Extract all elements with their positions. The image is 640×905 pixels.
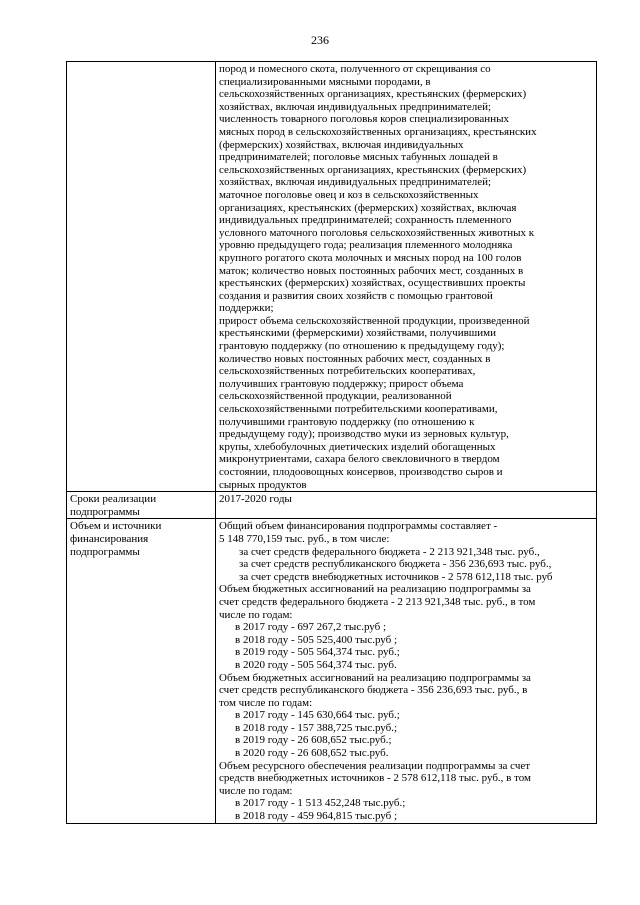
row-label-line: финансирования bbox=[70, 532, 149, 545]
content-line: пород и помесного скота, полученного от скрещивания со bbox=[219, 63, 491, 75]
content-line: поддержки; bbox=[219, 302, 274, 315]
content-line: за счет средств федерального бюджета - 2 213 921,348 тыс. руб., bbox=[239, 545, 540, 558]
content-line: числе по годам: bbox=[219, 784, 293, 797]
content-line: получивших грантовую поддержку; прирост объема bbox=[219, 377, 464, 390]
content-line: в 2018 году - 459 964,815 тыс.руб ; bbox=[235, 810, 398, 823]
content-line: крупного рогатого скота молочных и мясных пород на 100 голов bbox=[219, 251, 522, 264]
row-label-cell bbox=[67, 62, 216, 492]
content-line: организациях, крестьянских (фермерских) хозяйствах, включая bbox=[219, 201, 517, 214]
content-line: предпринимателей; поголовье мясных табунных лошадей в bbox=[219, 151, 498, 164]
content-line: в 2019 году - 505 564,374 тыс. руб.; bbox=[235, 646, 400, 659]
content-line: средств внебюджетных источников - 2 578 612,118 тыс. руб., в том bbox=[219, 772, 532, 785]
content-line: счет средств федерального бюджета - 2 213 921,348 тыс. руб., в том bbox=[219, 595, 536, 608]
indicators-continued-row bbox=[67, 62, 597, 492]
content-line: маток; количество новых постоянных рабочих мест, созданных в bbox=[219, 264, 524, 277]
content-line: численность товарного поголовья коров специализированных bbox=[219, 113, 509, 126]
content-line: Объем бюджетных ассигнований на реализацию подпрограммы за bbox=[219, 583, 531, 596]
content-line: создания и развития своих хозяйств с помощью грантовой bbox=[219, 289, 493, 302]
content-line: сельскохозяйственных организациях, крестьянских (фермерских) bbox=[219, 88, 527, 101]
row-label-cell bbox=[67, 492, 216, 519]
content-line: том числе по годам: bbox=[219, 696, 313, 709]
content-line: 5 148 770,159 тыс. руб., в том числе: bbox=[219, 532, 390, 545]
content-line: мясных пород в сельскохозяйственных организациях, крестьянских bbox=[219, 125, 537, 138]
content-line: в 2017 году - 697 267,2 тыс.руб ; bbox=[235, 621, 387, 634]
row-content-cell bbox=[216, 519, 597, 823]
content-line: прирост объема сельскохозяйственной продукции, произведенной bbox=[219, 314, 530, 327]
page-number: 236 bbox=[311, 33, 329, 47]
row-label-line: подпрограммы bbox=[70, 545, 140, 558]
row-content-cell bbox=[216, 492, 597, 519]
funding-row bbox=[67, 519, 597, 823]
content-line: крупы, хлебобулочных диетических изделий обогащенных bbox=[219, 440, 496, 453]
content-line: маточное поголовье овец и коз в сельскохозяйственных bbox=[219, 188, 479, 201]
content-line: сельскохозяйственных организациях, крестьянских (фермерских) bbox=[219, 163, 527, 176]
content-line: (фермерских) хозяйствах, включая индивидуальных bbox=[219, 138, 464, 151]
content-line: 2017-2020 годы bbox=[219, 493, 292, 506]
content-line: в 2020 году - 26 608,652 тыс.руб. bbox=[235, 747, 389, 760]
content-line: Объем ресурсного обеспечения реализации подпрограммы за счет bbox=[219, 759, 531, 772]
content-line: состоянии, плодоовощных консервов, производство сыров и bbox=[219, 466, 503, 478]
row-label-line: Сроки реализации bbox=[70, 493, 157, 506]
content-line: в 2019 году - 26 608,652 тыс.руб.; bbox=[235, 734, 392, 747]
content-line: за счет средств республиканского бюджета - 356 236,693 тыс. руб., bbox=[239, 558, 552, 571]
content-line: уровню предыдущего года; реализация племенного молодняка bbox=[219, 239, 513, 252]
content-line: в 2020 году - 505 564,374 тыс. руб. bbox=[235, 658, 397, 671]
implementation-period-row bbox=[67, 492, 597, 519]
row-label-line: Объем и источники bbox=[70, 520, 162, 533]
content-line: сельскохозяйственной продукции, реализованной bbox=[219, 390, 452, 403]
content-line: в 2018 году - 505 525,400 тыс.руб ; bbox=[235, 633, 398, 646]
content-line: в 2018 году - 157 388,725 тыс.руб.; bbox=[235, 721, 398, 734]
subprogram-passport-table bbox=[66, 61, 597, 824]
content-line: хозяйствах, включая индивидуальных предпринимателей; bbox=[219, 176, 492, 189]
row-content-cell bbox=[216, 62, 597, 492]
content-line: количество новых постоянных рабочих мест, созданных в bbox=[219, 352, 491, 365]
content-line: сельскохозяйственными потребительскими кооперативами, bbox=[219, 403, 498, 416]
content-line: сырных продуктов bbox=[219, 478, 307, 491]
content-line: индивидуальных предпринимателей; сохранность племенного bbox=[219, 214, 512, 227]
content-line: специализированными мясными породами, в bbox=[219, 75, 431, 88]
content-line: Объем бюджетных ассигнований на реализацию подпрограммы за bbox=[219, 671, 531, 684]
content-line: крестьянских (фермерских) хозяйствах, осуществивших проекты bbox=[219, 277, 526, 290]
content-line: условного маточного поголовья сельскохозяйственных животных к bbox=[219, 226, 535, 239]
content-line: получившими грантовую поддержку (по отношению к bbox=[219, 415, 475, 428]
content-line: сельскохозяйственных потребительских кооперативах, bbox=[219, 365, 476, 378]
content-line: в 2017 году - 1 513 452,248 тыс.руб.; bbox=[235, 797, 406, 810]
content-line: счет средств республиканского бюджета - 356 236,693 тыс. руб., в bbox=[219, 684, 528, 697]
content-line: крестьянскими (фермерскими) хозяйствами, получившими bbox=[219, 327, 496, 340]
content-line: предыдущему году); производство муки из зерновых культур, bbox=[219, 428, 509, 441]
content-line: хозяйствах, включая индивидуальных предпринимателей; bbox=[219, 100, 492, 113]
content-line: в 2017 году - 145 630,664 тыс. руб.; bbox=[235, 709, 400, 722]
row-label-line: подпрограммы bbox=[70, 505, 140, 518]
content-line: числе по годам: bbox=[219, 608, 293, 621]
row-label-cell bbox=[67, 519, 216, 823]
content-line: грантовую поддержку (по отношению к предыдущему году); bbox=[219, 340, 505, 353]
content-line: Общий объем финансирования подпрограммы составляет - bbox=[219, 520, 498, 533]
content-line: микронутриентами, сахара белого свекловичного в твердом bbox=[219, 453, 500, 466]
content-line: за счет средств внебюджетных источников - 2 578 612,118 тыс. руб bbox=[239, 570, 553, 583]
